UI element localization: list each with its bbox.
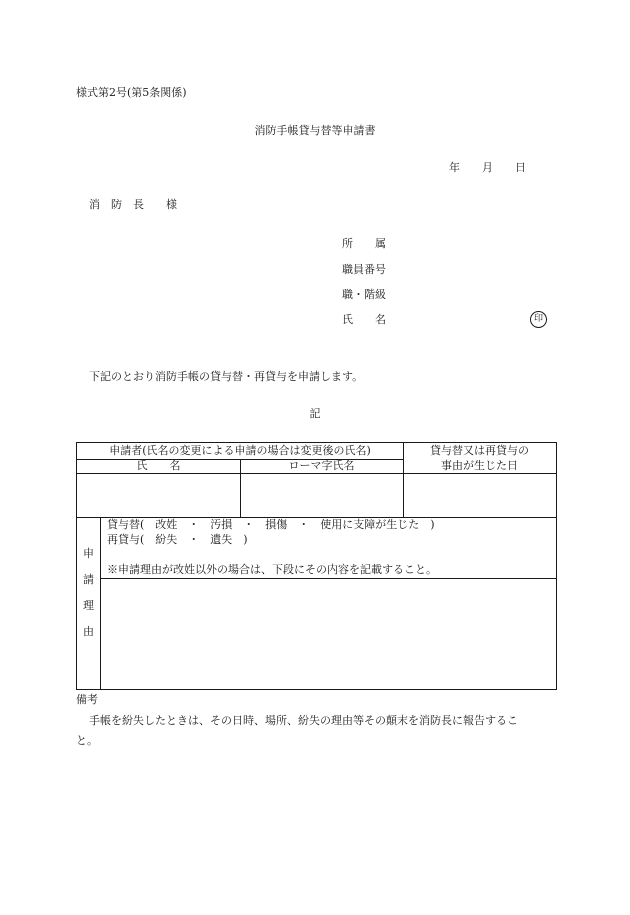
remarks-title: 備考 <box>76 693 98 706</box>
addressee: 消 防 長 様 <box>89 198 177 211</box>
affiliation-label: 所 属 <box>342 237 386 250</box>
reason-date-header-line1: 貸与替又は再貸与の <box>430 444 529 457</box>
date-line: 年 月 日 <box>449 161 526 174</box>
applicant-header: 申請者(氏名の変更による申請の場合は変更後の氏名) <box>109 444 371 457</box>
reason-label-char: 申 <box>83 547 94 560</box>
name-header: 氏 名 <box>136 459 181 472</box>
reason-label-char: 由 <box>83 625 94 638</box>
reason-date-header-line2: 事由が生じた日 <box>441 459 518 472</box>
seal-stamp-icon: 印 <box>530 311 547 328</box>
form-number: 様式第2号(第5条関係) <box>76 86 187 99</box>
ki-heading: 記 <box>309 407 321 420</box>
romaji-name-input-cell[interactable] <box>241 474 402 516</box>
romaji-name-header: ローマ字氏名 <box>288 459 355 472</box>
remarks-line2: と。 <box>76 734 98 747</box>
rank-label: 職・階級 <box>342 288 386 301</box>
reason-label-char: 理 <box>83 599 94 612</box>
page-title: 消防手帳貸与替等申請書 <box>254 124 376 137</box>
reason-detail-area[interactable] <box>101 579 555 689</box>
application-form-table <box>76 442 557 690</box>
reason-option-relend-line[interactable]: 再貸与( 紛失 ・ 遺失 ) <box>107 533 248 546</box>
reason-option-reissue-line[interactable]: 貸与替( 改姓 ・ 汚損 ・ 損傷 ・ 使用に支障が生じた ) <box>107 518 435 531</box>
name-label: 氏 名 <box>342 313 386 326</box>
reason-note: ※申請理由が改姓以外の場合は、下段にその内容を記載すること。 <box>107 563 437 576</box>
remarks-line1: 手帳を紛失したときは、その日時、場所、紛失の理由等その顛末を消防長に報告するこ <box>89 714 518 727</box>
reason-date-input-cell[interactable] <box>404 474 555 516</box>
staff-number-label: 職員番号 <box>342 263 386 276</box>
reason-label <box>77 541 100 645</box>
name-input-cell[interactable] <box>78 474 239 516</box>
reason-label-char: 請 <box>83 573 94 586</box>
intro-text: 下記のとおり消防手帳の貸与替・再貸与を申請します。 <box>89 370 364 383</box>
